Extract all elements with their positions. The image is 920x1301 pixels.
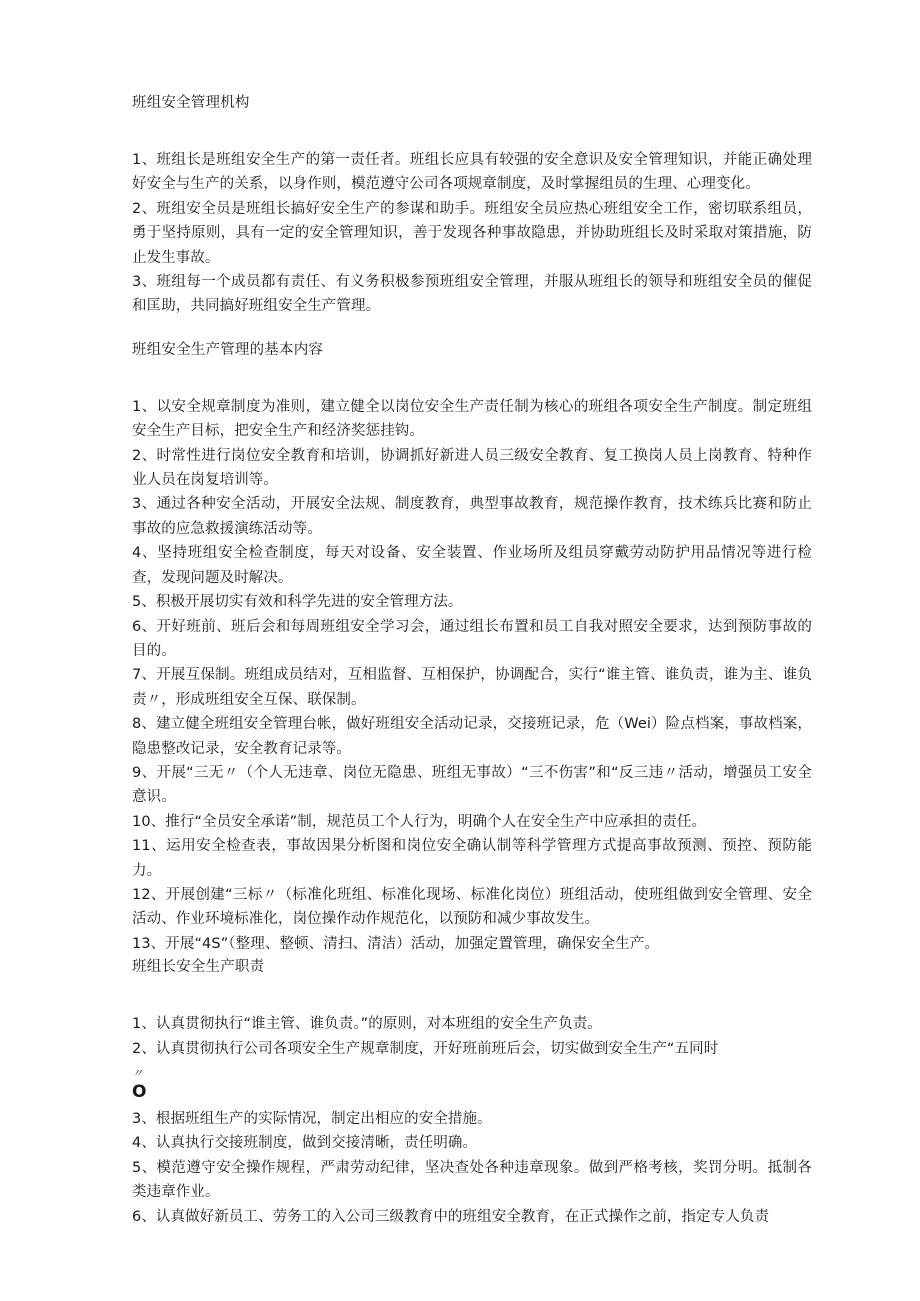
paragraph: 2、时常性进行岗位安全教育和培训，协调抓好新进人员三级安全教育、复工换岗人员上岗教育、特种作业人员在岗复培训等。 <box>132 447 812 489</box>
document-body <box>132 92 812 1229</box>
paragraph: 3、根据班组生产的实际情况，制定出相应的安全措施。 <box>132 1111 492 1127</box>
spacer <box>132 319 812 339</box>
section-safety-organization-list <box>132 148 812 319</box>
paragraph: 6、开好班前、班后会和每周班组安全学习会，通过组长布置和员工自我对照安全要求，达到预防事故的目的。 <box>132 618 812 659</box>
stray-letter: O <box>132 1082 147 1102</box>
paragraph: 4、坚持班组安全检查制度，每天对设备、安全装置、作业场所及组员穿戴劳动防护用品情况等进行检查，发现问题及时解决。 <box>132 545 812 586</box>
section-title-basic-content: 班组安全生产管理的基本内容 <box>132 341 324 358</box>
paragraph: 7、开展互保制。班组成员结对，互相监督、互相保护，协调配合，实行“谁主管、谁负责，谁为主、谁负责〃，形成班组安全互保、联保制。 <box>132 667 812 708</box>
paragraph: 12、开展创建“三标〃（标准化班组、标准化现场、标准化岗位）班组活动，使班组做到安全管理、安全活动、作业环境标准化，岗位操作动作规范化，以预防和减少事故发生。 <box>132 886 812 928</box>
paragraph: 1、班组长是班组安全生产的第一责任者。班组长应具有较强的安全意识及安全管理知识，并能正确处理好安全与生产的关系，以身作则，模范遵守公司各项规章制度，及时掌握组员的生理、心理变化。 <box>132 152 812 193</box>
paragraph: 2、班组安全员是班组长搞好安全生产的参谋和助手。班组安全员应热心班组安全工作，密切联系组员，勇于坚持原则，具有一定的安全管理知识，善于发现各种事故隐患，并协助班组长及时采取对策措施，防止发生事故。 <box>132 200 812 266</box>
stray-mark: 〃 <box>132 1067 143 1080</box>
paragraph: 4、认真执行交接班制度，做到交接清晰，责任明确。 <box>132 1135 478 1152</box>
paragraph: 2、认真贯彻执行公司各项安全生产规章制度，开好班前班后会，切实做到安全生产“五同时 <box>132 1040 719 1057</box>
paragraph: 3、班组每一个成员都有责任、有义务积极参预班组安全管理，并服从班组长的领导和班组安全员的催促和匡助，共同搞好班组安全生产管理。 <box>132 274 812 315</box>
paragraph: 13、开展“4S”（整理、整顿、清扫、清洁）活动，加强定置管理，确保安全生产。 <box>132 935 660 952</box>
spacer <box>132 978 812 1012</box>
spacer <box>132 114 812 148</box>
section-team-leader-duties-list <box>132 1012 812 1229</box>
section-basic-content-list <box>132 395 812 956</box>
paragraph: 11、运用安全检查表，事故因果分析图和岗位安全确认制等科学管理方式提高事故预测、预控、预防能力。 <box>132 838 812 879</box>
paragraph: 1、以安全规章制度为准则，建立健全以岗位安全生产责任制为核心的班组各项安全生产制度。制定班组安全生产目标，把安全生产和经济奖惩挂钩。 <box>132 398 812 440</box>
paragraph: 6、认真做好新员工、劳务工的入公司三级教育中的班组安全教育，在正式操作之前，指定专人负责 <box>132 1208 770 1225</box>
paragraph: 8、建立健全班组安全管理台帐，做好班组安全活动记录，交接班记录，危（Wei）险点档案，事故档案，隐患整改记录，安全教育记录等。 <box>132 716 812 757</box>
paragraph: 1、认真贯彻执行“谁主管、谁负责。”的原则，对本班组的安全生产负责。 <box>132 1016 602 1033</box>
paragraph: 10、推行“全员安全承诺”制，规范员工个人行为，明确个人在安全生产中应承担的责任。 <box>132 813 707 830</box>
spacer <box>132 361 812 395</box>
paragraph: 3、通过各种安全活动，开展安全法规、制度教育，典型事故教育，规范操作教育，技术练兵比赛和防止事故的应急救援演练活动等。 <box>132 496 812 537</box>
paragraph: 9、开展“三无〃（个人无违章、岗位无隐患、班组无事故）“三不伤害”和“反三违〃活动，增强员工安全意识。 <box>132 764 812 806</box>
paragraph: 5、模范遵守安全操作规程，严肃劳动纪律，坚决查处各种违章现象。做到严格考核，奖罚分明。抵制各类违章作业。 <box>132 1159 812 1201</box>
section-title-team-leader-duties: 班组长安全生产职责 <box>132 959 265 976</box>
section-title-safety-organization: 班组安全管理机构 <box>132 95 250 111</box>
paragraph: 5、积极开展切实有效和科学先进的安全管理方法。 <box>132 594 463 611</box>
